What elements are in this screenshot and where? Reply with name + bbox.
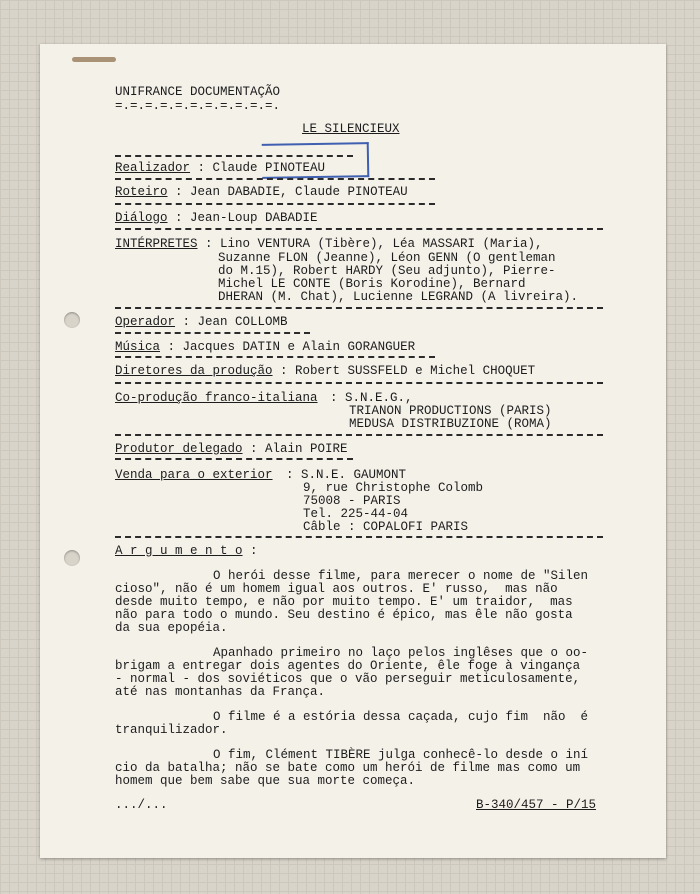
interpretes-line: do M.15), Robert HARDY (Seu adjunto), Pierre-: [218, 264, 556, 278]
coproducao-line: : S.N.E.G.,: [330, 391, 413, 405]
argumento-line: homem que bem sabe que sua morte começa.: [115, 774, 416, 788]
dash-rule: [115, 178, 435, 180]
interpretes-line: Suzanne FLON (Jeanne), Léon GENN (O gentleman: [218, 251, 556, 265]
venda-line: : S.N.E. GAUMONT: [286, 468, 407, 482]
org-rule: =.=.=.=.=.=.=.=.=.=.=.: [115, 99, 281, 113]
document-reference: B-340/457 - P/15: [476, 798, 597, 812]
punch-hole-bottom: [64, 550, 80, 566]
dialogo-row: [115, 211, 318, 225]
produtor-value: : Alain POIRE: [250, 442, 348, 456]
interpretes-line: Michel LE CONTE (Boris Korodine), Bernard: [218, 277, 526, 291]
musica-label: Música: [115, 340, 161, 354]
argumento-line: tranquilizador.: [115, 723, 228, 737]
dialogo-value: : Jean-Loup DABADIE: [175, 211, 318, 225]
dash-rule: [115, 356, 435, 358]
realizador-label: Realizador: [115, 161, 191, 175]
argumento-heading-text: A r g u m e n t o: [115, 544, 243, 558]
realizador-value: : Claude PINOTEAU: [197, 161, 326, 175]
dash-rule: [115, 203, 435, 205]
venda-label: Venda para o exterior: [115, 468, 273, 482]
dash-rule: [115, 307, 603, 309]
musica-row: [115, 340, 415, 354]
argumento-line: da sua epopéia.: [115, 621, 228, 635]
dash-rule: [115, 332, 310, 334]
venda-line: 9, rue Christophe Colomb: [303, 481, 484, 495]
argumento-line: cioso", não é um homem igual aos outros. E' russo, mas não: [115, 582, 558, 596]
argumento-heading: [115, 544, 258, 558]
punch-hole-top: [64, 312, 80, 328]
realizador-row: [115, 161, 325, 175]
argumento-line: desde muito tempo, e não por muito tempo. E' um traidor, mas: [115, 595, 573, 609]
dash-rule: [115, 434, 603, 436]
dash-rule: [115, 458, 353, 460]
roteiro-value: : Jean DABADIE, Claude PINOTEAU: [175, 185, 408, 199]
dash-rule: [115, 155, 353, 157]
film-title: LE SILENCIEUX: [302, 122, 400, 136]
rust-mark: [72, 57, 116, 62]
argumento-line: - normal - dos soviéticos que o vão perseguir meticulosamente,: [115, 672, 581, 686]
diretores-row: [115, 364, 535, 378]
roteiro-label: Roteiro: [115, 185, 168, 199]
diretores-label: Diretores da produção: [115, 364, 273, 378]
argumento-line: cio da batalha; não se bate como um herói de filme mas como um: [115, 761, 581, 775]
dash-rule: [115, 228, 603, 230]
operador-value: : Jean COLLOMB: [182, 315, 288, 329]
argumento-heading-colon: :: [250, 544, 258, 558]
coproducao-line: MEDUSA DISTRIBUZIONE (ROMA): [349, 417, 552, 431]
dash-rule: [115, 536, 603, 538]
dialogo-label: Diálogo: [115, 211, 168, 225]
roteiro-row: [115, 185, 408, 199]
argumento-line: O herói desse filme, para merecer o nome de "Silen: [213, 569, 589, 583]
venda-line: Câble : COPALOFI PARIS: [303, 520, 469, 534]
interpretes-label: INTÉRPRETES: [115, 237, 198, 251]
coproducao-label: Co-produção franco-italiana: [115, 391, 318, 405]
interpretes-line: DHERAN (M. Chat), Lucienne LEGRAND (A livreira).: [218, 290, 579, 304]
diretores-value: : Robert SUSSFELD e Michel CHOQUET: [280, 364, 536, 378]
argumento-line: Apanhado primeiro no laço pelos inglêses que o oo-: [213, 646, 589, 660]
argumento-line: O fim, Clément TIBÈRE julga conhecê-lo desde o iní: [213, 748, 589, 762]
continuation-marker: .../...: [115, 798, 168, 812]
argumento-line: não para todo o mundo. Seu destino é épico, mas êle não gosta: [115, 608, 573, 622]
argumento-line: até nas montanhas da França.: [115, 685, 326, 699]
operador-label: Operador: [115, 315, 176, 329]
produtor-label: Produtor delegado: [115, 442, 243, 456]
org-name: UNIFRANCE DOCUMENTAÇÃO: [115, 85, 281, 99]
interpretes-line: : Lino VENTURA (Tibère), Léa MASSARI (Maria),: [205, 237, 543, 251]
produtor-row: [115, 442, 348, 456]
argumento-line: brigam a entregar dois agentes do Oriente, êle foge à vingança: [115, 659, 581, 673]
coproducao-line: TRIANON PRODUCTIONS (PARIS): [349, 404, 552, 418]
operador-row: [115, 315, 288, 329]
argumento-line: O filme é a estória dessa caçada, cujo fim não é: [213, 710, 589, 724]
dash-rule: [115, 382, 603, 384]
venda-line: Tel. 225-44-04: [303, 507, 409, 521]
musica-value: : Jacques DATIN e Alain GORANGUER: [167, 340, 416, 354]
venda-line: 75008 - PARIS: [303, 494, 401, 508]
document-page: [40, 44, 666, 858]
